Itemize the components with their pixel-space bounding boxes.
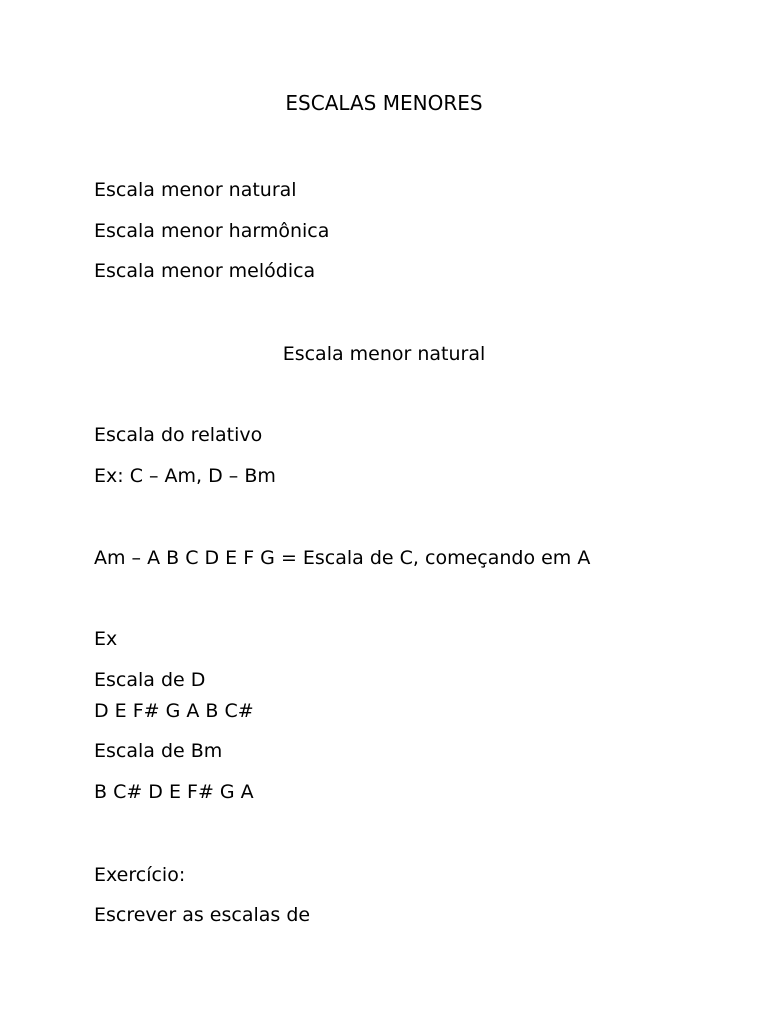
page-title: ESCALAS MENORES — [285, 91, 483, 115]
list-item-natural: Escala menor natural — [94, 179, 297, 201]
exercise-text: Escrever as escalas de — [94, 904, 311, 926]
d-scale-label: Escala de D — [94, 669, 206, 691]
exercise-label: Exercício: — [94, 864, 186, 886]
bm-scale-notes: B C# D E F# G A — [94, 781, 254, 803]
list-item-harmonic: Escala menor harmônica — [94, 220, 330, 242]
section-heading: Escala menor natural — [282, 343, 486, 365]
relative-example: Ex: C – Am, D – Bm — [94, 465, 276, 487]
example-label: Ex — [94, 628, 118, 650]
list-item-melodic: Escala menor melódica — [94, 260, 316, 282]
relative-label: Escala do relativo — [94, 424, 263, 446]
bm-scale-label: Escala de Bm — [94, 740, 223, 762]
d-scale-notes: D E F# G A B C# — [94, 700, 254, 722]
am-scale-line: Am – A B C D E F G = Escala de C, começando em A — [94, 547, 591, 569]
